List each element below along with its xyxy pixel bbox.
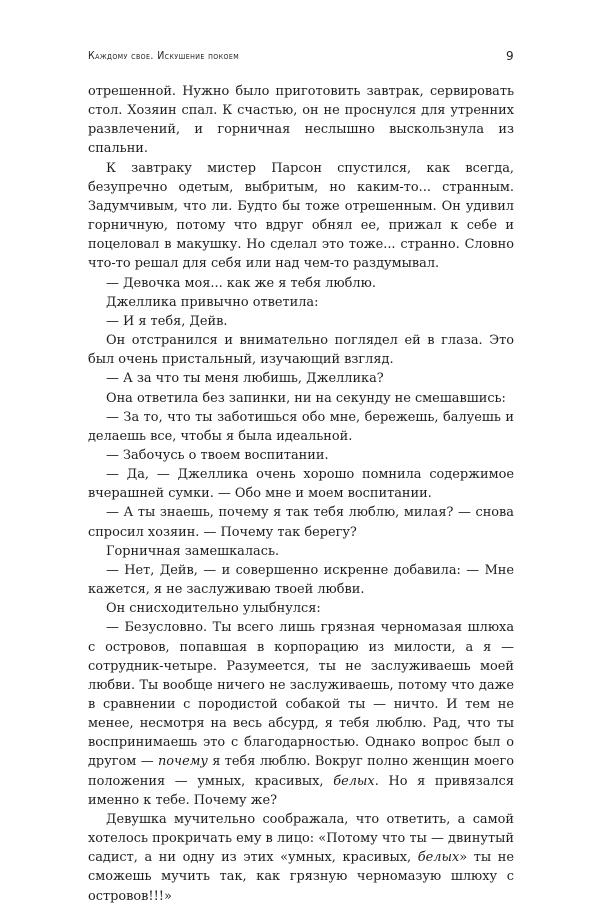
paragraph xyxy=(88,446,514,465)
running-title: Каждому свое. Искушение покоем xyxy=(88,50,240,62)
text-run: — И я тебя, Дейв. xyxy=(106,313,228,329)
text-run: Девушка мучительно соображала, что ответить, а самой хотелось прокричать ему в лицо: «Потому что ты — двинутый садист, а ни одну из этих «умных, красивых, xyxy=(88,811,514,866)
paragraph xyxy=(88,561,514,599)
text-run: Он отстранился и внимательно поглядел ей в глаза. Это был очень пристальный, изучающий взгляд. xyxy=(88,333,514,368)
italic-text: белых xyxy=(333,773,375,789)
paragraph xyxy=(88,159,514,274)
paragraph xyxy=(88,82,514,159)
text-run: » ты не сможешь мучить так, как грязную черномазую шлюху с островов!!!» xyxy=(88,850,514,904)
text-run: — Забочусь о твоем воспитании. xyxy=(106,447,329,463)
text-run: Джеллика привычно ответила: xyxy=(106,294,319,310)
paragraph xyxy=(88,503,514,541)
body-text xyxy=(88,82,514,906)
text-run: отрешенной. Нужно было приготовить завтрак, сервировать стол. Хозяин спал. К счастью, он не проснулся для утренних развлечений, и горничная неслышно выскользнула из спальни. xyxy=(88,84,514,157)
text-run: — Безусловно. Ты всего лишь грязная черномазая шлюха с островов, попавшая в корпорацию из милости, а я — сотрудник-четыре. Разумеется, ты не заслуживаешь моей любви. Ты вообще ничего не заслуживаешь, потому что даже в сравнении с породистой собакой ты — ничто. И тем не менее, несмотря на весь абсурд, я тебя люблю. Рад, что ты воспринимаешь это с благодарностью. Однако вопрос был о другом — xyxy=(88,620,514,770)
text-run: Горничная замешкалась. xyxy=(106,543,280,559)
page-number: 9 xyxy=(506,49,514,63)
text-run: . Но я привязался именно к тебе. Почему же? xyxy=(88,773,515,808)
paragraph xyxy=(88,542,514,561)
text-run: Он снисходительно улыбнулся: xyxy=(106,601,321,617)
text-run: — За то, что ты заботишься обо мне, бережешь, балуешь и делаешь все, чтобы я была идеальной. xyxy=(88,409,514,444)
paragraph xyxy=(88,599,514,618)
paragraph xyxy=(88,465,514,503)
text-run: К завтраку мистер Парсон спустился, как всегда, безупречно одетым, выбритым, но каким-то... странным. Задумчивым, что ли. Будто бы тоже отрешенным. Он удивил горничную, потому что вдруг обнял ее, прижал к себе и поцеловал в макушку. Но сделал это тоже... странно. Словно что-то решал для себя или над чем-то раздумывал. xyxy=(88,160,514,272)
paragraph xyxy=(88,389,514,408)
paragraph xyxy=(88,274,514,293)
paragraph xyxy=(88,810,514,906)
italic-text: почему xyxy=(157,754,208,770)
paragraph xyxy=(88,369,514,388)
italic-text: белых xyxy=(417,850,460,866)
paragraph xyxy=(88,331,514,369)
paragraph xyxy=(88,408,514,446)
paragraph xyxy=(88,293,514,312)
paragraph xyxy=(88,312,514,331)
text-run: — Да, — Джеллика очень хорошо помнила содержимое вчерашней сумки. — Обо мне и моем воспитании. xyxy=(88,467,514,502)
text-run: я тебя люблю. Вокруг полно женщин моего положения — умных, красивых, xyxy=(88,754,514,789)
text-run: — Нет, Дейв, — и совершенно искренне добавила: — Мне кажется, я не заслуживаю твоей любви. xyxy=(88,562,514,598)
paragraph xyxy=(88,618,514,810)
text-run: — Девочка моя... как же я тебя люблю. xyxy=(106,275,376,291)
text-run: — А ты знаешь, почему я так тебя люблю, милая? — снова спросил хозяин. — Почему так берегу? xyxy=(88,505,514,540)
text-run: — А за что ты меня любишь, Джеллика? xyxy=(106,371,384,387)
text-run: Она ответила без запинки, ни на секунду не смешавшись: xyxy=(106,390,506,406)
